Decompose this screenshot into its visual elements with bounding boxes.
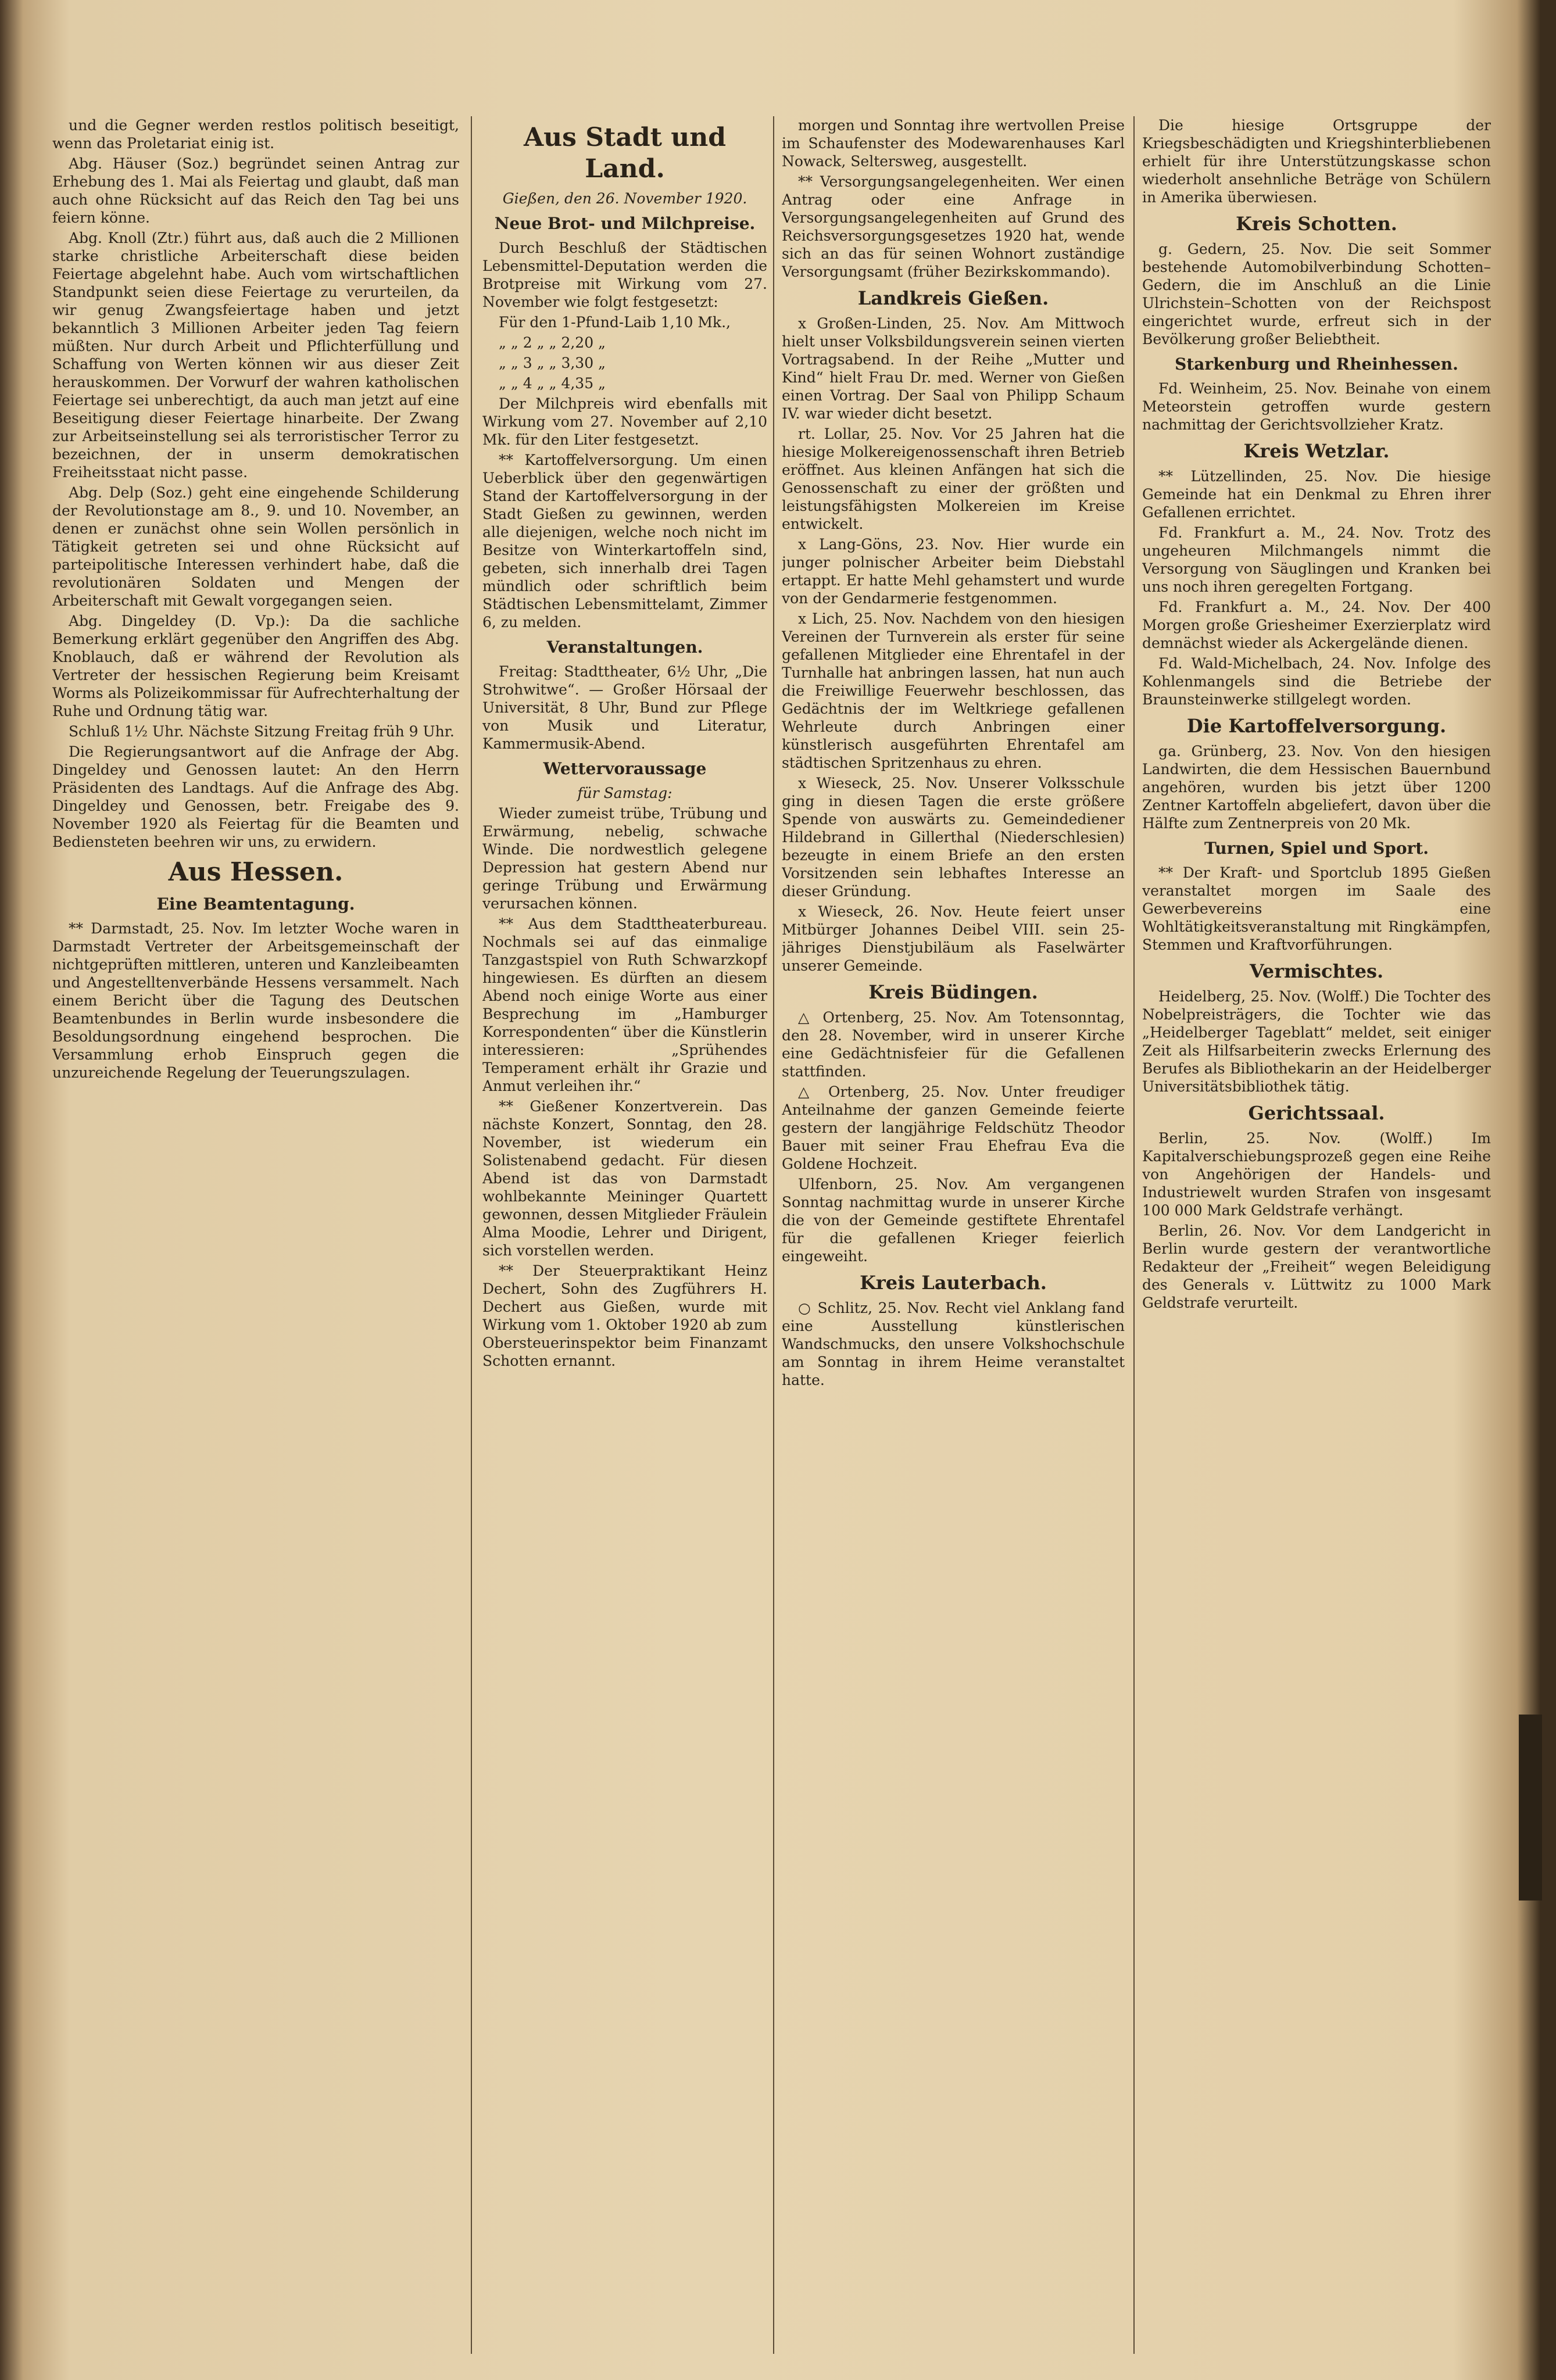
article-paragraph: ** Kartoffelversorgung. Um einen Ueberblick über den gegenwärtigen Stand der Kartoffelversorgung in der Stadt Gießen zu gewinnen, werden alle diejenigen, welche noch nicht im Besitze von Winterkartoffeln sind, gebeten, sich innerhalb drei Tagen mündlich oder schriftlich beim Städtischen Lebensmittelamt, Zimmer 6, zu melden.: [482, 452, 767, 631]
page-edge-shadow: [1519, 1715, 1542, 1901]
article-paragraph: x Wieseck, 26. Nov. Heute feiert unser Mitbürger Johannes Deibel VIII. sein 25-jähriges Dienstjubiläum als Faselwärter unserer Gemeinde.: [782, 903, 1125, 974]
price-line: „ „ 3 „ „ 3,30 „: [499, 355, 606, 371]
article-paragraph: Wieder zumeist trübe, Trübung und Erwärmung, nebelig, schwache Winde. Die nordwestlich gelegene Depression hat gestern Abend nur geringe Trübung und Erwärmung verursachen können.: [482, 805, 767, 912]
article-paragraph: ** Der Kraft- und Sportclub 1895 Gießen veranstaltet morgen im Saale des Gewerbevereins eine Wohltätigkeitsveranstaltung mit Ringkämpfen, Stemmen und Kraftvorführungen.: [1142, 864, 1491, 953]
subheading-wetter: Wettervoraussage: [543, 759, 707, 778]
article-paragraph: Fd. Frankfurt a. M., 24. Nov. Trotz des ungeheuren Milchmangels nimmt die Versorgung von Säuglingen und Kranken bei uns noch ihren geregelten Fortgang.: [1142, 524, 1491, 595]
section-heading-vermischtes: Vermischtes.: [1249, 960, 1384, 982]
article-paragraph: Berlin, 26. Nov. Vor dem Landgericht in Berlin wurde gestern der verantwortliche Redakteur der „Freiheit“ wegen Beleidigung des Generals v. Lüttwitz zu 1000 Mark Geldstrafe verurteilt.: [1142, 1222, 1491, 1311]
article-paragraph: x Großen-Linden, 25. Nov. Am Mittwoch hielt unser Volksbildungsverein seinen vierten Vortragsabend. In der Reihe „Mutter und Kind“ hielt Frau Dr. med. Werner von Gießen einen Vortrag. Der Saal von Philipp Schaum IV. war wieder dicht besetzt.: [782, 315, 1125, 422]
article-paragraph: ga. Grünberg, 23. Nov. Von den hiesigen Landwirten, die dem Hessischen Bauernbund angehören, wurden bis jetzt über 1200 Zentner Kartoffeln abgeliefert, davon über die Hälfte zum Zentnerpreis von 20 Mk.: [1142, 743, 1491, 832]
section-heading-gerichtssaal: Gerichtssaal.: [1248, 1102, 1385, 1124]
article-paragraph: Die Regierungsantwort auf die Anfrage der Abg. Dingeldey und Genossen lautet: An den Herrn Präsidenten des Landtags. Auf die Anfrage des Abg. Dingeldey und Genossen, betr. Freigabe des 9. November 1920 als Feiertag für die Beamten und Bediensteten beehren wir uns, zu erwidern.: [52, 743, 459, 850]
dateline: Gießen, den 26. November 1920.: [502, 190, 747, 207]
article-paragraph: Der Milchpreis wird ebenfalls mit Wirkung vom 27. November auf 2,10 Mk. für den Liter festgesetzt.: [482, 395, 767, 448]
article-paragraph: Ulfenborn, 25. Nov. Am vergangenen Sonntag nachmittag wurde in unserer Kirche die von der Gemeinde gestiftete Ehrentafel für die gefallenen Krieger feierlich eingeweiht.: [782, 1176, 1125, 1265]
article-paragraph: Abg. Dingeldey (D. Vp.): Da die sachliche Bemerkung erklärt gegenüber den Angriffen des Abg. Knoblauch, daß er während der Revolution als Vertreter der hessischen Regierung beim Kreisamt Worms als Polizeikommissar für Aufrechterhaltung der Ruhe und Ordnung tätig war.: [52, 613, 459, 720]
section-heading-kreis-buedingen: Kreis Büdingen.: [868, 981, 1038, 1003]
article-paragraph: Die hiesige Ortsgruppe der Kriegsbeschädigten und Kriegshinterbliebenen erhielt für ihre Unterstützungskasse schon wiederholt ansehnliche Beträge von Schülern in Amerika überwiesen.: [1142, 117, 1491, 206]
column-2: [482, 116, 767, 2365]
article-paragraph: x Lang-Göns, 23. Nov. Hier wurde ein junger polnischer Arbeiter beim Diebstahl ertappt. Er hatte Mehl gehamstert und wurde von der Gendarmerie festgenommen.: [782, 536, 1125, 607]
price-line: „ „ 4 „ „ 4,35 „: [499, 375, 606, 392]
section-heading-kreis-lauterbach: Kreis Lauterbach.: [860, 1272, 1047, 1294]
column-3: [782, 116, 1125, 2365]
article-paragraph: ○ Schlitz, 25. Nov. Recht viel Anklang fand eine Ausstellung künstlerischen Wandschmucks, den unsere Volkshochschule am Sonntag in ihrem Heime veranstaltet hatte.: [782, 1300, 1125, 1388]
article-paragraph: Berlin, 25. Nov. (Wolff.) Im Kapitalverschiebungsprozeß gegen eine Reihe von Angehörigen der Handels- und Industriewelt wurden Strafen von insgesamt 100 000 Mark Geldstrafe verhängt.: [1142, 1130, 1491, 1219]
subheading-veranstaltungen: Veranstaltungen.: [546, 638, 703, 657]
article-paragraph: und die Gegner werden restlos politisch beseitigt, wenn das Proletariat einig ist.: [52, 117, 459, 152]
article-paragraph: x Lich, 25. Nov. Nachdem von den hiesigen Vereinen der Turnverein als erster für seine gefallenen Mitglieder eine Ehrentafel in der Turnhalle hat anbringen lassen, hat nun auch die Freiwillige Feuerwehr beschlossen, das Gedächtnis der im Weltkriege gefallenen Wehrleute durch Anbringen einer künstlerisch ausgeführten Ehrentafel am städtischen Spritzenhaus zu ehren.: [782, 610, 1125, 771]
article-paragraph: Abg. Häuser (Soz.) begründet seinen Antrag zur Erhebung des 1. Mai als Feiertag und glaubt, daß man auch ohne Rücksicht auf das Reich den Tag bei uns feiern könne.: [52, 155, 459, 226]
section-heading-hessen: Aus Hessen.: [168, 857, 344, 887]
subheading-beamtentagung: Eine Beamtentagung.: [156, 894, 355, 914]
column-1: [52, 116, 459, 2365]
section-heading-stadt-land: Aus Stadt und Land.: [524, 123, 726, 184]
article-paragraph: ** Der Steuerpraktikant Heinz Dechert, Sohn des Zugführers H. Dechert aus Gießen, wurde mit Wirkung vom 1. Oktober 1920 ab zum Obersteuerinspektor beim Finanzamt Schotten ernannt.: [482, 1262, 767, 1369]
article-paragraph: rt. Lollar, 25. Nov. Vor 25 Jahren hat die hiesige Molkereigenossenschaft ihren Betrieb eröffnet. Aus kleinen Anfängen hat sich die Genossenschaft zu einer der größten und leistungsfähigsten Molkereien im Kreise entwickelt.: [782, 425, 1125, 532]
article-paragraph: Abg. Knoll (Ztr.) führt aus, daß auch die 2 Millionen starke christliche Arbeiterschaft diese beiden Feiertage abgelehnt habe. Auch vom wirtschaftlichen Standpunkt seien diese Feiertage zu verurteilen, da wir genug Zwangsfeiertage haben und jetzt bekanntlich 3 Millionen Arbeiter jeden Tag feiern müßten. Nur durch Arbeit und Pflichterfüllung und Schaffung von Werten können wir aus dieser Zeit herauskommen. Der Vorwurf der wahren katholischen Feiertage sei unberechtigt, da auch man jetzt auf eine Beseitigung dieser Feiertage hinarbeite. Der Zwang zur Arbeitseinstellung sei als terroristischer Terror zu bezeichnen, der in unserm demokratischen Freiheitsstaat nicht passe.: [52, 230, 459, 481]
section-heading-kartoffelversorgung: Die Kartoffelversorgung.: [1186, 715, 1447, 737]
article-paragraph: Schluß 1½ Uhr. Nächste Sitzung Freitag früh 9 Uhr.: [69, 723, 455, 740]
price-line: Für den 1-Pfund-Laib 1,10 Mk.,: [499, 314, 731, 331]
article-paragraph: x Wieseck, 25. Nov. Unserer Volksschule ging in diesen Tagen die erste größere Spende von auswärts zu. Gemeindediener Hildebrand in Gillerthal (Niederschlesien) bezeugte in einem Briefe an den ersten Vorsitzenden sein lebhaftes Interesse an dieser Gründung.: [782, 775, 1125, 900]
article-paragraph: morgen und Sonntag ihre wertvollen Preise im Schaufenster des Modewarenhauses Karl Nowack, Seltersweg, ausgestellt.: [782, 117, 1125, 170]
section-heading-kreis-schotten: Kreis Schotten.: [1236, 213, 1397, 235]
article-paragraph: Durch Beschluß der Städtischen Lebensmittel-Deputation werden die Brotpreise mit Wirkung vom 27. November wie folgt festgesetzt:: [482, 239, 767, 310]
section-heading-starkenburg: Starkenburg und Rheinhessen.: [1175, 355, 1458, 374]
article-paragraph: Fd. Wald-Michelbach, 24. Nov. Infolge des Kohlenmangels sind die Betriebe der Braunsteinwerke stillgelegt worden.: [1142, 655, 1491, 708]
subheading-brotpreise: Neue Brot- und Milchpreise.: [494, 214, 756, 233]
article-paragraph: Abg. Delp (Soz.) geht eine eingehende Schilderung der Revolutionstage am 8., 9. und 10. November, an denen er zunächst ohne sein Wollen persönlich in Tätigkeit getreten sei und ohne Rücksicht auf parteipolitische Interessen verhindert habe, daß die revolutionären Soldaten und Mengen der Arbeiterschaft mit Gewalt vorgegangen seien.: [52, 484, 459, 609]
article-paragraph: ** Gießener Konzertverein. Das nächste Konzert, Sonntag, den 28. November, ist wiederum ein Solistenabend gedacht. Für diesen Abend ist das von Darmstadt wohlbekannte Meininger Quartett gewonnen, dessen Mitglieder Fräulein Alma Moodie, Lehrer und Dirigent, sich vorstellen werden.: [482, 1098, 767, 1259]
section-heading-turnen-sport: Turnen, Spiel und Sport.: [1204, 839, 1429, 858]
article-paragraph: ** Lützellinden, 25. Nov. Die hiesige Gemeinde hat ein Denkmal zu Ehren ihrer Gefallenen errichtet.: [1142, 468, 1491, 521]
column-divider: [773, 116, 774, 2354]
wetter-sub: für Samstag:: [577, 785, 673, 801]
article-paragraph: △ Ortenberg, 25. Nov. Unter freudiger Anteilnahme der ganzen Gemeinde feierte gestern der langjährige Feldschütz Theodor Bauer mit seiner Frau Ehefrau Eva die Goldene Hochzeit.: [782, 1083, 1125, 1172]
article-paragraph: △ Ortenberg, 25. Nov. Am Totensonntag, den 28. November, wird in unserer Kirche eine Gedächtnisfeier für die Gefallenen stattfinden.: [782, 1009, 1125, 1080]
article-paragraph: ** Versorgungsangelegenheiten. Wer einen Antrag oder eine Anfrage in Versorgungsangelegenheiten auf Grund des Reichsversorgungsgesetzes 1920 hat, wende sich an das für seinen Wohnort zuständige Versorgungsamt (früher Bezirkskommando).: [782, 173, 1125, 280]
column-divider: [1133, 116, 1135, 2354]
article-paragraph: Heidelberg, 25. Nov. (Wolff.) Die Tochter des Nobelpreisträgers, die Tochter wie das „Heidelberger Tageblatt“ meldet, seit einiger Zeit als Hilfsarbeiterin zwecks Erlernung des Berufes als Bibliothekarin an der Heidelberger Universitätsbibliothek tätig.: [1142, 988, 1491, 1095]
article-paragraph: g. Gedern, 25. Nov. Die seit Sommer bestehende Automobilverbindung Schotten–Gedern, die im Anschluß an die Linie Ulrichstein–Schotten von der Reichspost eingerichtet wurde, erfreut sich in der Bevölkerung großer Beliebtheit.: [1142, 241, 1491, 348]
article-paragraph: ** Aus dem Stadttheaterbureau. Nochmals sei auf das einmalige Tanzgastspiel von Ruth Schwarzkopf hingewiesen. Es dürften an diesem Abend noch einige Worte aus einer Besprechung im „Hamburger Korrespondenten“ über die Künstlerin interessieren: „Sprühendes Temperament erhält ihr Grazie und Anmut verleihen ihr.“: [482, 915, 767, 1094]
article-paragraph: ** Darmstadt, 25. Nov. Im letzter Woche waren in Darmstadt Vertreter der Arbeitsgemeinschaft der nichtgeprüften mittleren, unteren und Kanzleibeamten und Angestelltenverbände Hessens versammelt. Nach einem Bericht über die Tagung des Deutschen Beamtenbundes in Berlin wurde insbesondere die Besoldungsordnung eingehend besprochen. Die Versammlung erhob Einspruch gegen die unzureichende Regelung der Teuerungszulagen.: [52, 920, 459, 1081]
article-paragraph: Freitag: Stadttheater, 6½ Uhr, „Die Strohwitwe“. — Großer Hörsaal der Universität, 8 Uhr, Bund zur Pflege von Musik und Literatur, Kammermusik-Abend.: [482, 663, 767, 752]
article-paragraph: Fd. Frankfurt a. M., 24. Nov. Der 400 Morgen große Griesheimer Exerzierplatz wird demnächst wieder als Ackergelände dienen.: [1142, 599, 1491, 652]
column-4: [1142, 116, 1491, 2365]
section-heading-kreis-wetzlar: Kreis Wetzlar.: [1243, 440, 1390, 462]
price-line: „ „ 2 „ „ 2,20 „: [499, 334, 606, 351]
section-heading-landkreis-giessen: Landkreis Gießen.: [857, 287, 1049, 309]
column-divider: [471, 116, 472, 2354]
article-paragraph: Fd. Weinheim, 25. Nov. Beinahe von einem Meteorstein getroffen wurde gestern nachmittag der Gerichtsvollzieher Kratz.: [1142, 380, 1491, 433]
